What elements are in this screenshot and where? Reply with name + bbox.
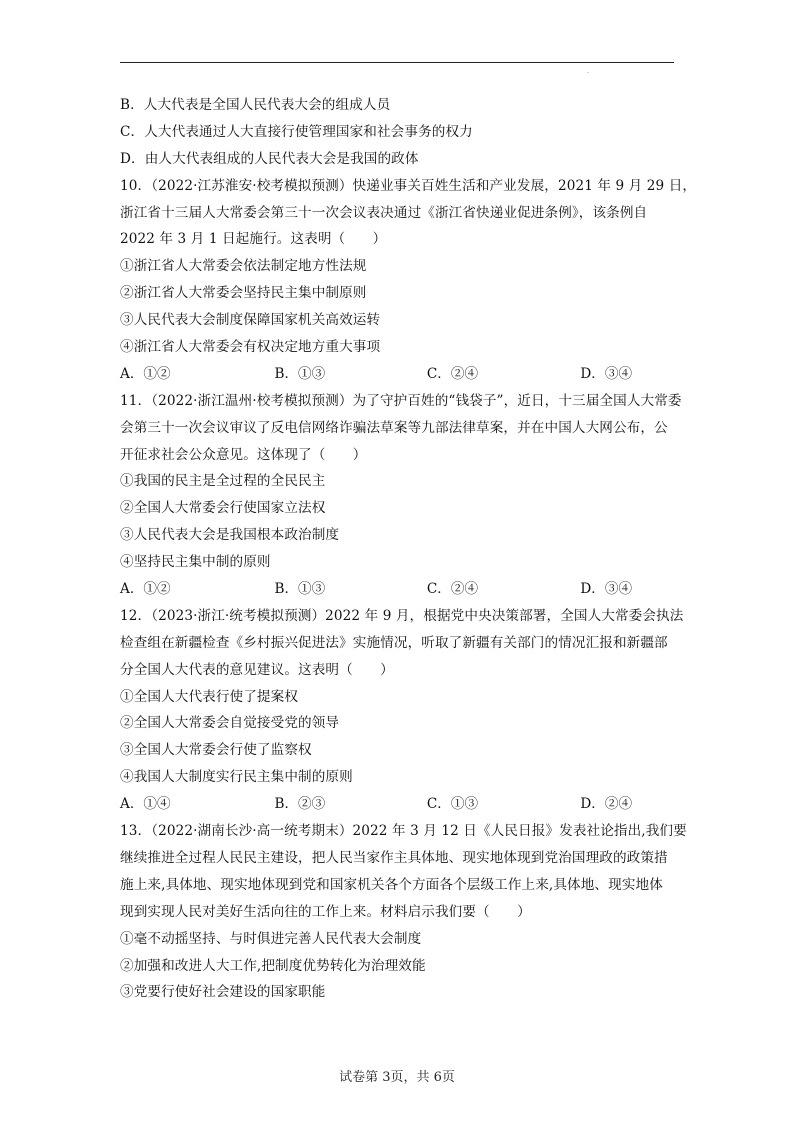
text-line: D．由人大代表组成的人民代表大会是我国的政体 (120, 150, 419, 167)
option-c[interactable]: C．①③ (426, 796, 479, 813)
option-a[interactable]: A．①② (120, 581, 171, 598)
statement-2: ②加强和改进人大工作,把制度优势转化为治理效能 (120, 957, 426, 974)
text-line: 开征求社会公众意见。这体现了（ ） (120, 446, 367, 463)
header-rule (120, 62, 674, 63)
question-12-options (120, 791, 680, 818)
option-d[interactable]: D．③④ (580, 365, 633, 382)
statement-1: ①我国的民主是全过程的全民民主 (120, 473, 326, 490)
page-footer: 试卷第 3页，共 6页 (339, 1070, 455, 1085)
option-a[interactable]: A．①② (120, 365, 171, 382)
option-d[interactable]: D．②④ (580, 796, 633, 813)
option-b[interactable]: B．②③ (274, 796, 326, 813)
text-line: 现到实现人民对美好生活向往的工作上来。材料启示我们要（ ） (120, 903, 531, 920)
text-line: 检查组在新疆检查《乡村振兴促进法》实施情况，听取了新疆有关部门的情况汇报和新疆部 (120, 634, 668, 651)
statement-1: ①全国人大代表行使了提案权 (120, 688, 299, 705)
statement-4: ④坚持民主集中制的原则 (120, 554, 271, 571)
statement-3: ③人民代表大会制度保障国家机关高效运转 (120, 312, 381, 329)
text-line: 施上来,具体地、现实地体现到党和国家机关各个方面各个层级工作上来,具体地、现实地体 (120, 876, 663, 893)
statement-3: ③全国人大常委会行使了监察权 (120, 742, 312, 759)
question-11-options (120, 576, 680, 603)
question-12-stem: 12．（2023·浙江·统考模拟预测）2022 年 9 月，根据党中央决策部署，全国人大常委会执法 (120, 607, 684, 624)
text-line: 分全国人大代表的意见建议。这表明（ ） (120, 661, 394, 678)
statement-2: ②全国人大常委会行使国家立法权 (120, 500, 326, 517)
text-line: 2022 年 3 月 1 日起施行。这表明（ ） (120, 231, 387, 248)
option-c[interactable]: C．②④ (426, 365, 479, 382)
statement-3: ③人民代表大会是我国根本政治制度 (120, 527, 340, 544)
option-d[interactable]: D．③④ (580, 581, 633, 598)
block-c (120, 603, 684, 791)
statement-2: ②浙江省人大常委会坚持民主集中制原则 (120, 285, 367, 302)
question-10-options (120, 361, 680, 388)
block-a (120, 92, 697, 361)
text-line: C．人大代表通过人大直接行使管理国家和社会事务的权力 (120, 123, 473, 140)
text-line: 浙江省十三届人大常委会第三十一次会议表决通过《浙江省快递业促进条例》，该条例自 (120, 204, 648, 221)
statement-1: ①浙江省人大常委会依法制定地方性法规 (120, 258, 367, 275)
question-10-stem: 10．（2022·江苏淮安·校考模拟预测）快递业事关百姓生活和产业发展，2021 年 9 月 29 日， (120, 177, 697, 194)
option-b[interactable]: B．①③ (274, 581, 326, 598)
header-dot: . (587, 68, 589, 75)
statement-4: ④我国人大制度实行民主集中制的原则 (120, 769, 353, 786)
text-line: 继续推进全过程人民民主建设，把人民当家作主具体地、现实地体现到党治国理政的政策措 (120, 849, 668, 866)
question-11-stem: 11．（2022·浙江温州·校考模拟预测）为了守护百姓的“钱袋子”，近日，十三届全国人大常委 (120, 392, 682, 409)
statement-3: ③党要行使好社会建设的国家职能 (120, 984, 326, 1001)
statement-1: ①毫不动摇坚持、与时俱进完善人民代表大会制度 (120, 930, 422, 947)
statement-4: ④浙江省人大常委会有权决定地方重大事项 (120, 339, 381, 356)
option-c[interactable]: C．②④ (426, 581, 479, 598)
question-13-stem: 13．（2022·湖南长沙·高一统考期末）2022 年 3 月 12 日《人民日报》发表社论指出,我们要 (120, 823, 687, 840)
statement-2: ②全国人大常委会自觉接受党的领导 (120, 715, 340, 732)
block-d (120, 818, 687, 1006)
question-content (120, 92, 697, 1006)
text-line: B．人大代表是全国人民代表大会的组成人员 (120, 97, 391, 113)
option-b[interactable]: B．①③ (274, 365, 326, 382)
block-b (120, 388, 680, 576)
text-line: 会第三十一次会议审议了反电信网络诈骗法草案等九部法律草案，并在中国人大网公布，公 (120, 419, 668, 436)
option-a[interactable]: A．①④ (120, 796, 171, 813)
